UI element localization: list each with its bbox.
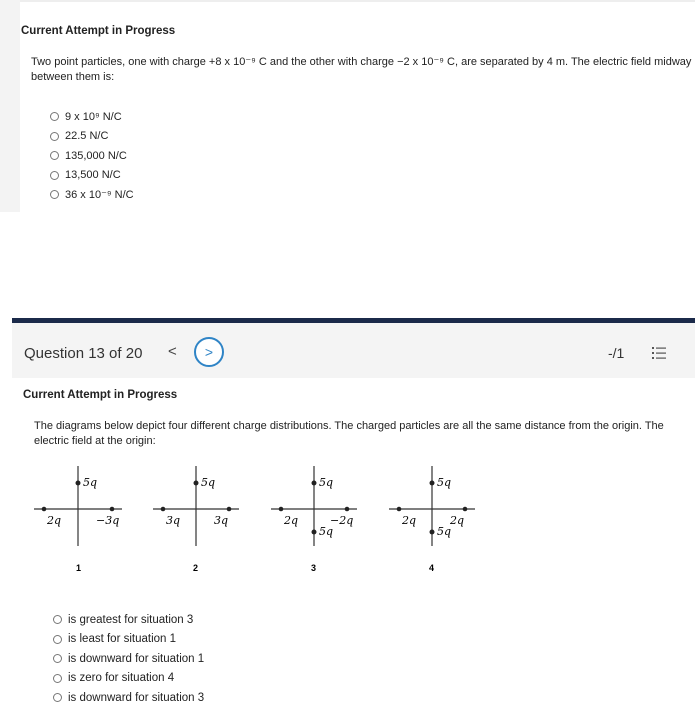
charge-label-left: 2q	[47, 514, 62, 527]
answer-option[interactable]	[53, 610, 204, 630]
charge-label-right: 3q	[214, 514, 229, 527]
charge-diagrams	[20, 460, 490, 580]
radio-button[interactable]	[53, 674, 62, 683]
option-label: is least for situation 1	[68, 633, 177, 646]
charge-label-top: 5q	[437, 476, 452, 489]
option-label: is greatest for situation 3	[68, 613, 194, 626]
diagram-number: 3	[311, 563, 317, 573]
question-text-line: The diagrams below depict four different charge distributions. The charged particles are all the same distance from the origin. The	[34, 420, 664, 432]
answer-option[interactable]	[50, 146, 134, 166]
answer-option[interactable]	[50, 166, 134, 186]
next-question-button[interactable]: >	[194, 337, 224, 367]
panel-divider	[20, 0, 695, 2]
option-label: 9 x 10⁹ N/C	[65, 110, 122, 123]
option-label: is zero for situation 4	[68, 672, 175, 685]
question-text	[31, 55, 691, 85]
question-text-line: between them is:	[31, 71, 115, 83]
question-nav-bar	[12, 318, 695, 378]
answer-option[interactable]	[53, 630, 204, 650]
diagram-number: 2	[193, 563, 199, 573]
radio-button[interactable]	[53, 635, 62, 644]
charge-label-bottom: 5q	[319, 525, 334, 538]
charge-label-top: 5q	[201, 476, 216, 489]
diagram-number: 4	[429, 563, 435, 573]
diagram-4	[389, 466, 475, 573]
answer-option[interactable]	[50, 107, 134, 127]
answer-options	[50, 107, 134, 205]
diagram-number: 1	[76, 563, 82, 573]
attempt-title: Current Attempt in Progress	[23, 389, 178, 401]
radio-button[interactable]	[53, 654, 62, 663]
question-counter: Question 13 of 20	[24, 345, 143, 362]
score-display: -/1	[608, 345, 625, 361]
charge-label-right: 2q	[450, 514, 465, 527]
list-icon[interactable]	[652, 347, 666, 359]
previous-question-button[interactable]: <	[168, 343, 177, 360]
radio-button[interactable]	[50, 190, 59, 199]
radio-button[interactable]	[53, 615, 62, 624]
question-text	[34, 419, 664, 449]
attempt-title: Current Attempt in Progress	[21, 25, 176, 37]
charge-label-left: 3q	[166, 514, 181, 527]
diagram-3	[271, 466, 357, 573]
diagram-1	[34, 466, 122, 573]
charge-label-top: 5q	[319, 476, 334, 489]
panel-shade	[0, 0, 20, 212]
charge-label-left: 2q	[402, 514, 417, 527]
option-label: 22.5 N/C	[65, 130, 109, 143]
option-label: 13,500 N/C	[65, 169, 121, 182]
question-text-line: Two point particles, one with charge +8 x 10⁻⁹ C and the other with charge −2 x 10⁻⁹ C, are separated by 4 m. The electric field midway	[31, 56, 692, 68]
answer-options	[53, 610, 204, 708]
charge-label-right: −2q	[330, 514, 354, 527]
answer-option[interactable]	[53, 688, 204, 708]
charge-label-left: 2q	[284, 514, 299, 527]
answer-option[interactable]	[53, 669, 204, 689]
radio-button[interactable]	[50, 151, 59, 160]
option-label: is downward for situation 3	[68, 691, 205, 704]
charge-label-bottom: 5q	[437, 525, 452, 538]
radio-button[interactable]	[50, 132, 59, 141]
radio-button[interactable]	[50, 112, 59, 121]
answer-option[interactable]	[50, 185, 134, 205]
answer-option[interactable]	[53, 649, 204, 669]
diagram-2	[153, 466, 239, 573]
option-label: 36 x 10⁻⁹ N/C	[65, 189, 134, 202]
previous-question-panel	[0, 0, 695, 212]
charge-label-top: 5q	[83, 476, 98, 489]
option-label: 135,000 N/C	[65, 149, 127, 162]
radio-button[interactable]	[50, 171, 59, 180]
radio-button[interactable]	[53, 693, 62, 702]
question-text-line: electric field at the origin:	[34, 435, 156, 447]
charge-label-right: −3q	[96, 514, 120, 527]
option-label: is downward for situation 1	[68, 652, 205, 665]
answer-option[interactable]	[50, 127, 134, 147]
